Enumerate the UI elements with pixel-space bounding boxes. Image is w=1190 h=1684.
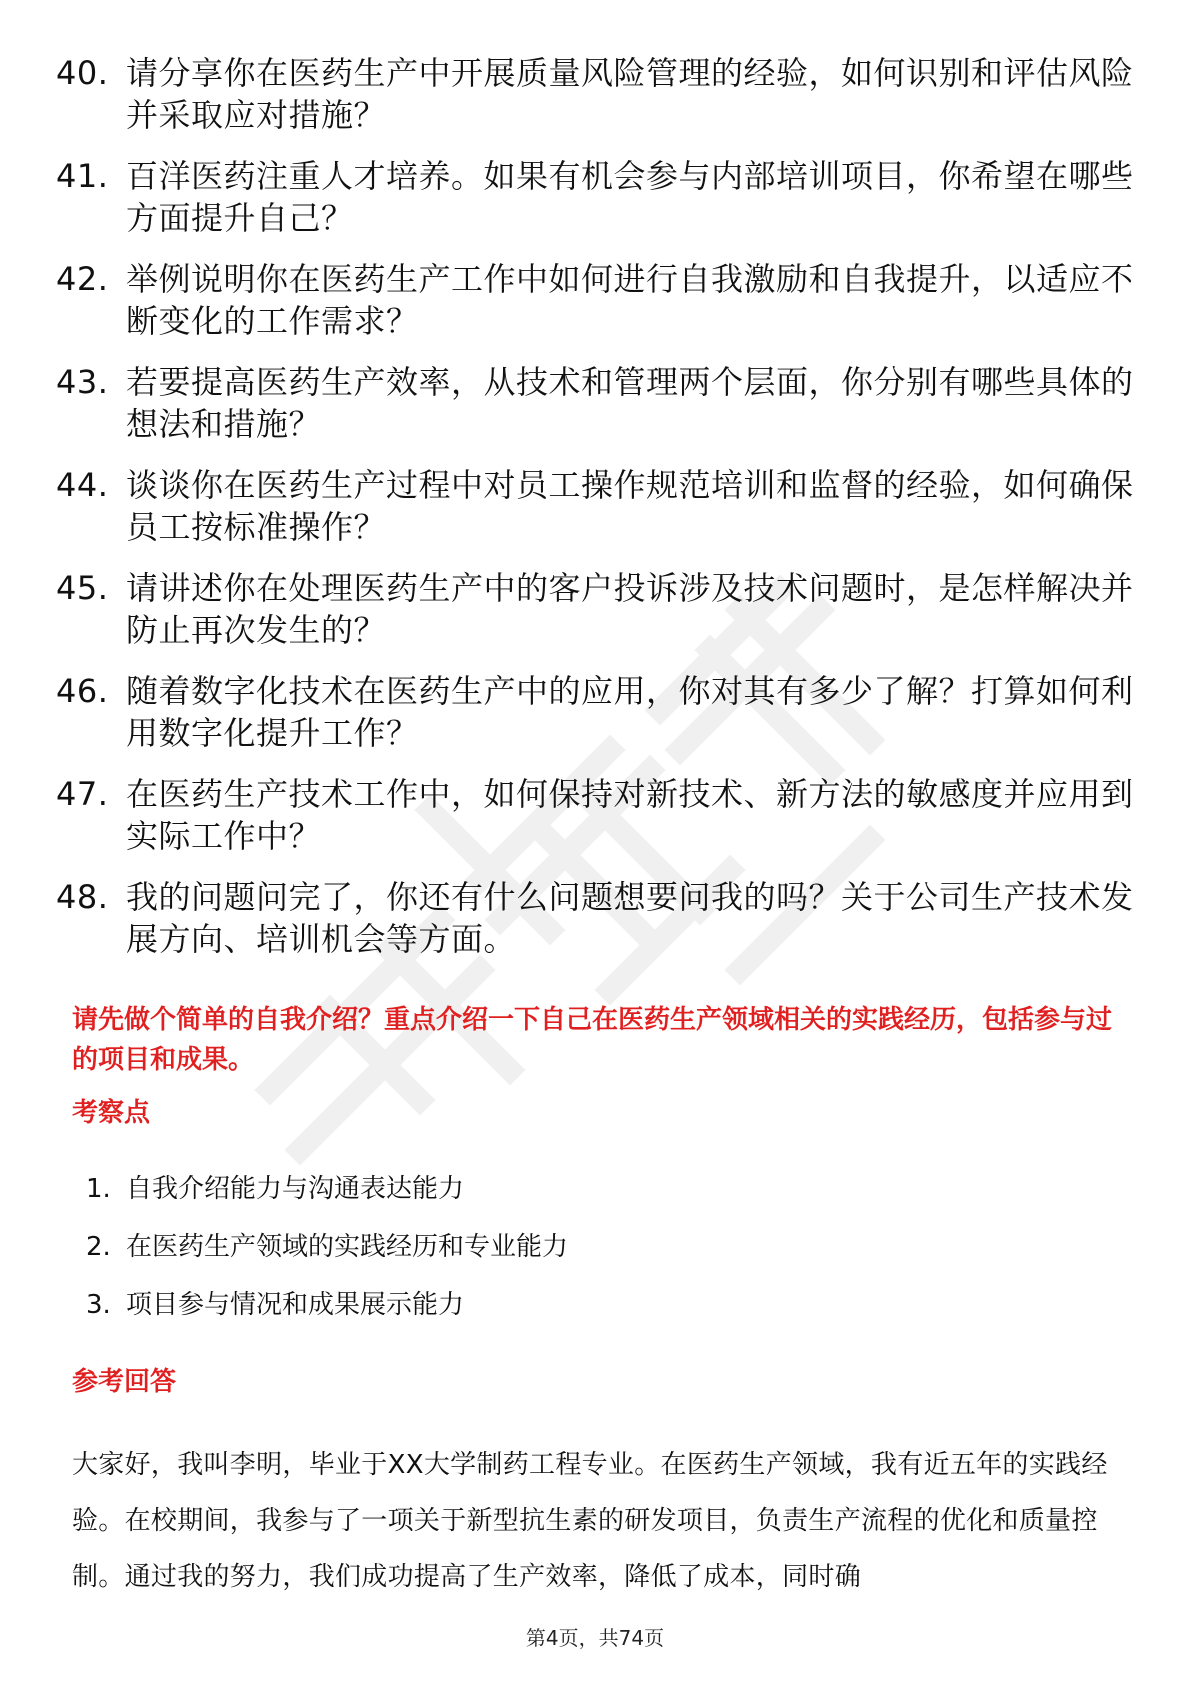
point-text: 自我介绍能力与沟通表达能力	[126, 1174, 465, 1204]
question-item	[56, 670, 1136, 754]
question-item	[56, 361, 1136, 445]
question-number: 42.	[56, 260, 109, 298]
question-list	[56, 52, 1136, 979]
assessment-point	[86, 1286, 568, 1324]
question-number: 47.	[56, 775, 109, 813]
assessment-points	[86, 1170, 568, 1344]
reference-answer-heading: 参考回答	[72, 1367, 177, 1397]
question-text: 随着数字化技术在医药生产中的应用，你对其有多少了解？打算如何利用数字化提升工作？	[126, 672, 1134, 752]
page-number: 第4页，共74页	[525, 1626, 665, 1650]
point-text: 在医药生产领域的实践经历和专业能力	[126, 1232, 569, 1262]
reference-answer-text: 大家好，我叫李明，毕业于XX大学制药工程专业。在医药生产领域，我有近五年的实践经验。在校期间，我参与了一项关于新型抗生素的研发项目，负责生产流程的优化和质量控制。通过我的努力，我们成功提高了生产效率，降低了成本，同时确	[72, 1450, 1108, 1592]
question-number: 43.	[56, 363, 109, 401]
question-text: 谈谈你在医药生产过程中对员工操作规范培训和监督的经验，如何确保员工按标准操作？	[126, 466, 1134, 546]
question-text: 请分享你在医药生产中开展质量风险管理的经验，如何识别和评估风险并采取应对措施？	[126, 54, 1134, 134]
point-number: 1.	[86, 1174, 111, 1204]
question-number: 41.	[56, 157, 109, 195]
question-item	[56, 773, 1136, 857]
question-number: 48.	[56, 878, 109, 916]
question-item	[56, 258, 1136, 342]
question-text: 若要提高医药生产效率，从技术和管理两个层面，你分别有哪些具体的想法和措施？	[126, 363, 1134, 443]
question-text: 在医药生产技术工作中，如何保持对新技术、新方法的敏感度并应用到实际工作中？	[126, 775, 1134, 855]
question-number: 40.	[56, 54, 109, 92]
question-text: 百洋医药注重人才培养。如果有机会参与内部培训项目，你希望在哪些方面提升自己？	[126, 157, 1134, 237]
point-number: 3.	[86, 1290, 111, 1320]
question-number: 46.	[56, 672, 109, 710]
question-item	[56, 155, 1136, 239]
question-text: 请讲述你在处理医药生产中的客户投诉涉及技术问题时，是怎样解决并防止再次发生的？	[126, 569, 1134, 649]
assessment-heading: 考察点	[72, 1098, 151, 1128]
assessment-point	[86, 1170, 568, 1208]
question-item	[56, 464, 1136, 548]
question-text: 举例说明你在医药生产工作中如何进行自我激励和自我提升，以适应不断变化的工作需求？	[126, 260, 1134, 340]
question-item	[56, 52, 1136, 136]
question-item	[56, 567, 1136, 651]
point-text: 项目参与情况和成果展示能力	[126, 1290, 465, 1320]
question-text: 我的问题问完了，你还有什么问题想要问我的吗？关于公司生产技术发展方向、培训机会等方面。	[126, 878, 1134, 958]
question-number: 45.	[56, 569, 109, 607]
featured-question: 请先做个简单的自我介绍？重点介绍一下自己在医药生产领域相关的实践经历，包括参与过的项目和成果。	[72, 1005, 1113, 1075]
question-item	[56, 876, 1136, 960]
assessment-point	[86, 1228, 568, 1266]
point-number: 2.	[86, 1232, 111, 1262]
question-number: 44.	[56, 466, 109, 504]
